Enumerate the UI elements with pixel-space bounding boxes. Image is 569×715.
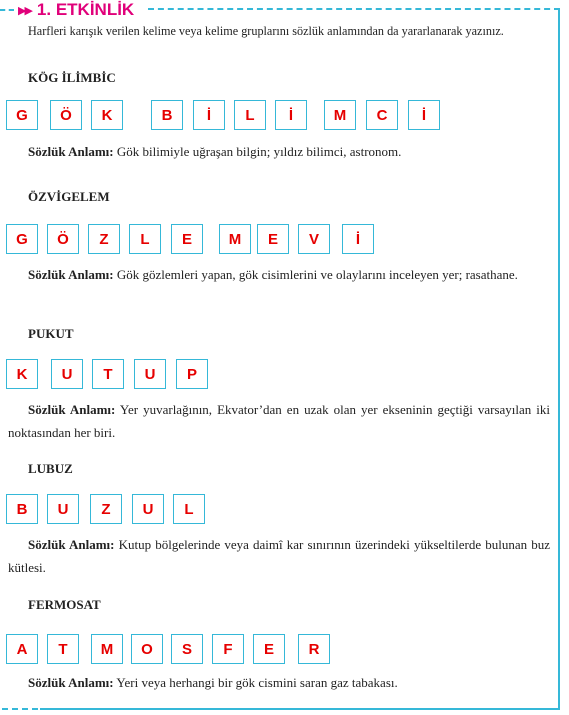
letter-tile: T xyxy=(92,359,124,389)
letter-tile: Z xyxy=(90,494,122,524)
letter-tile: L xyxy=(129,224,161,254)
answer-tiles xyxy=(0,494,569,526)
header-dash xyxy=(0,9,14,11)
meaning-label: Sözlük Anlamı: xyxy=(28,675,114,690)
dictionary-meaning xyxy=(8,140,550,163)
letter-tile: İ xyxy=(408,100,440,130)
letter-tile: R xyxy=(298,634,330,664)
letter-tile: K xyxy=(91,100,123,130)
meaning-label: Sözlük Anlamı: xyxy=(28,537,115,552)
letter-tile: İ xyxy=(275,100,307,130)
letter-tile: G xyxy=(6,100,38,130)
answer-tiles xyxy=(0,359,569,391)
letter-tile: Ö xyxy=(47,224,79,254)
letter-tile: M xyxy=(219,224,251,254)
meaning-label: Sözlük Anlamı: xyxy=(28,402,116,417)
letter-tile: E xyxy=(253,634,285,664)
frame-bottom-border xyxy=(40,708,560,710)
letter-tile: M xyxy=(91,634,123,664)
letter-tile: İ xyxy=(193,100,225,130)
answer-tiles xyxy=(0,634,569,666)
letter-tile: T xyxy=(47,634,79,664)
letter-tile: G xyxy=(6,224,38,254)
scrambled-word: FERMOSAT xyxy=(28,597,101,612)
meaning-label: Sözlük Anlamı: xyxy=(28,144,114,159)
meaning-text: Gök gözlemleri yapan, gök cisimlerini ve olaylarını inceleyen yer; rasathane. xyxy=(116,267,518,282)
dictionary-meaning xyxy=(8,533,550,579)
letter-tile: U xyxy=(134,359,166,389)
letter-tile: E xyxy=(257,224,289,254)
letter-tile: F xyxy=(212,634,244,664)
scrambled-word: ÖZVİGELEM xyxy=(28,189,110,204)
letter-tile: L xyxy=(173,494,205,524)
scrambled-word: PUKUT xyxy=(28,326,74,341)
answer-tiles xyxy=(0,100,569,132)
scrambled-word: KÖG İLİMBİC xyxy=(28,70,116,85)
frame-top-border xyxy=(148,8,560,10)
letter-tile: P xyxy=(176,359,208,389)
frame-bottom-dash xyxy=(2,708,38,710)
letter-tile: U xyxy=(47,494,79,524)
activity-header xyxy=(0,0,134,20)
letter-tile: A xyxy=(6,634,38,664)
letter-tile: İ xyxy=(342,224,374,254)
letter-tile: M xyxy=(324,100,356,130)
scrambled-word: LUBUZ xyxy=(28,461,73,476)
letter-tile: K xyxy=(6,359,38,389)
letter-tile: V xyxy=(298,224,330,254)
meaning-label: Sözlük Anlamı: xyxy=(28,267,114,282)
meaning-text: Kutup bölgelerinde veya daimî kar sınırının üzerindeki yükseltilerde bulunan buz kütlesi. xyxy=(8,537,551,575)
letter-tile: E xyxy=(171,224,203,254)
dictionary-meaning xyxy=(8,671,550,694)
letter-tile: U xyxy=(51,359,83,389)
letter-tile: S xyxy=(171,634,203,664)
letter-tile: B xyxy=(6,494,38,524)
double-arrow-icon: ▶▶ xyxy=(18,3,31,17)
dictionary-meaning xyxy=(8,398,550,444)
letter-tile: B xyxy=(151,100,183,130)
meaning-text: Yer yuvarlağının, Ekvator’dan en uzak olan yer ekseninin geçtiği varsayılan iki noktasından her biri. xyxy=(8,402,550,440)
letter-tile: U xyxy=(132,494,164,524)
letter-tile: C xyxy=(366,100,398,130)
letter-tile: O xyxy=(131,634,163,664)
answer-tiles xyxy=(0,224,569,256)
instructions: Harfleri karışık verilen kelime veya kelime gruplarını sözlük anlamından da yararlanarak yazınız. xyxy=(28,24,504,38)
activity-title: 1. ETKİNLİK xyxy=(36,0,135,19)
letter-tile: Z xyxy=(88,224,120,254)
meaning-text: Gök bilimiyle uğraşan bilgin; yıldız bilimci, astronom. xyxy=(116,144,402,159)
letter-tile: L xyxy=(234,100,266,130)
meaning-text: Yeri veya herhangi bir gök cismini saran gaz tabakası. xyxy=(116,675,398,690)
dictionary-meaning xyxy=(8,263,550,286)
letter-tile: Ö xyxy=(50,100,82,130)
